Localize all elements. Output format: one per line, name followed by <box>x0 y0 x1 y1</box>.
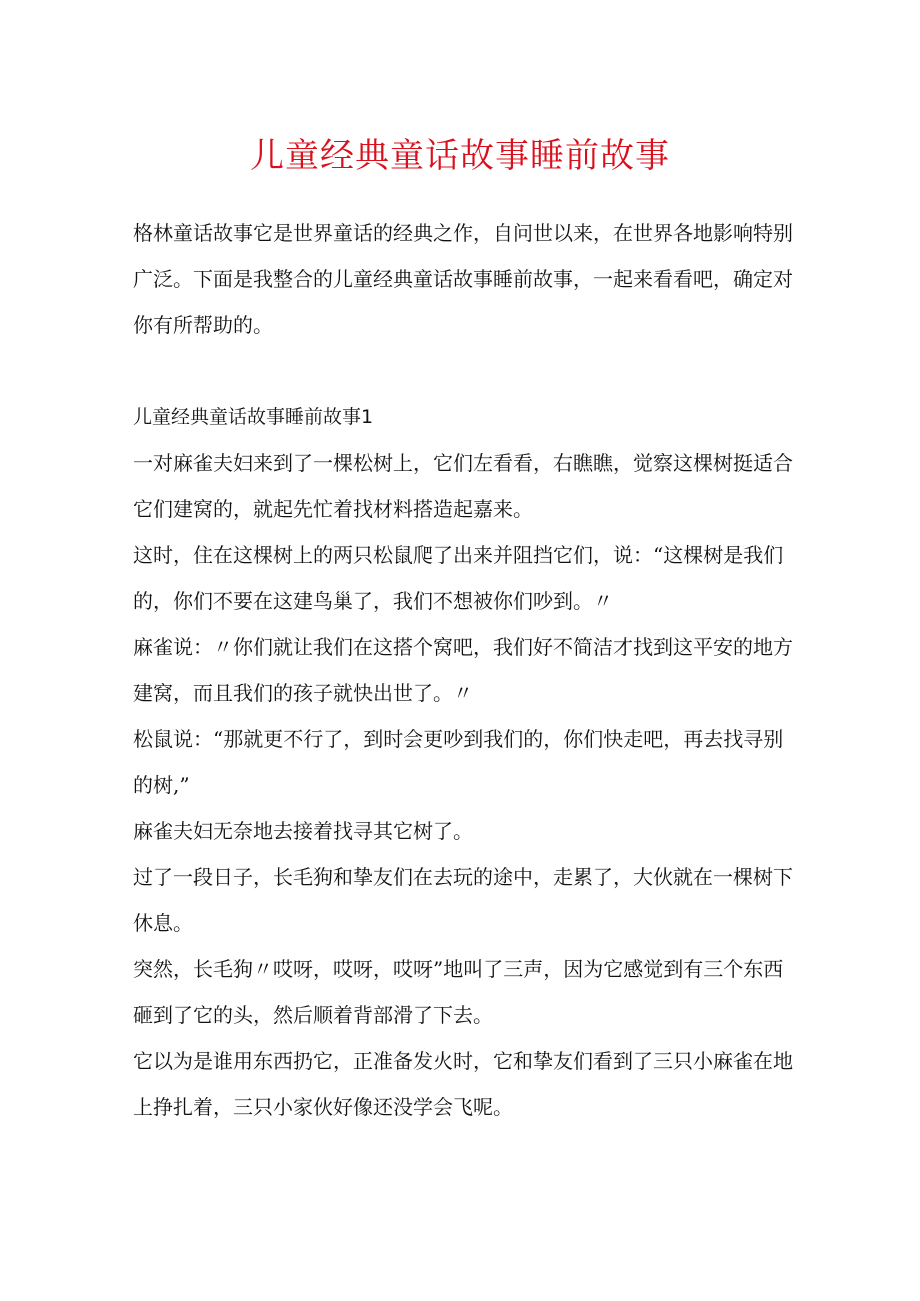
story-paragraph-1: 一对麻雀夫妇来到了一棵松树上，它们左看看，右瞧瞧，觉察这棵树挺适合它们建窝的，就起先忙着找材料搭造起嘉来。 <box>133 451 793 521</box>
story-paragraph-7: 突然，长毛狗〃哎呀，哎呀，哎呀”地叫了三声，因为它感觉到有三个东西砸到了它的头，然后顺着背部滑了下去。 <box>133 957 784 1027</box>
document-body <box>133 210 795 1130</box>
document-title: 儿童经典童话故事睡前故事 <box>250 136 670 176</box>
story-paragraph-5: 麻雀夫妇无奈地去接着找寻其它树了。 <box>133 819 473 843</box>
section-heading: 儿童经典童话故事睡前故事1 <box>133 406 374 428</box>
story-paragraph-2: 这时，住在这棵树上的两只松鼠爬了出来并阻挡它们，说：“这棵树是我们的，你们不要在这建鸟巢了，我们不想被你们吵到。〃 <box>133 543 784 613</box>
story-paragraph-8: 它以为是谁用东西扔它，正准备发火时，它和挚友们看到了三只小麻雀在地上挣扎着，三只小家伙好像还没学会飞呢。 <box>133 1049 793 1119</box>
story-paragraph-4: 松鼠说：“那就更不行了，到时会更吵到我们的，你们快走吧，再去找寻别的树,” <box>133 727 784 797</box>
story-paragraph-6: 过了一段日子，长毛狗和挚友们在去玩的途中，走累了，大伙就在一棵树下休息。 <box>133 865 793 935</box>
story-paragraph-3: 麻雀说：〃你们就让我们在这搭个窝吧，我们好不简洁才找到这平安的地方建窝，而且我们的孩子就快出世了。〃 <box>133 635 793 705</box>
intro-paragraph: 格林童话故事它是世界童话的经典之作，自问世以来，在世界各地影响特别广泛。下面是我整合的儿童经典童话故事睡前故事，一起来看看吧，确定对你有所帮助的。 <box>133 221 793 337</box>
